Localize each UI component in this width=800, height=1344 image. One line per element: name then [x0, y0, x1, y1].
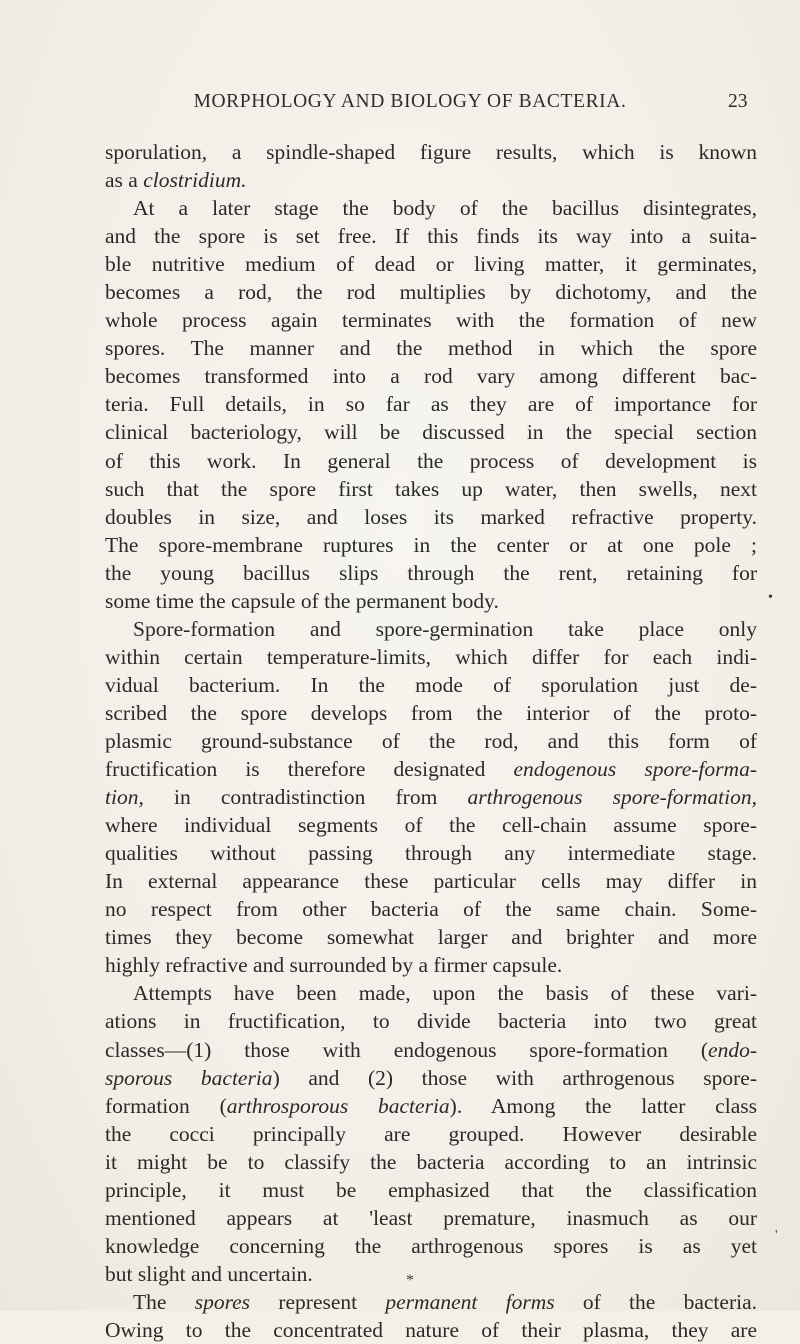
italic-text: permanent forms	[385, 1289, 555, 1314]
body-text	[105, 138, 757, 1344]
text-segment: At a later stage the body of the bacillus disintegrates,	[133, 196, 757, 221]
text-segment: Owing to the concentrated nature of their plasma, they are	[105, 1317, 757, 1342]
text-segment: fructification is therefore designated	[105, 757, 514, 782]
italic-text: tion,	[105, 785, 144, 810]
text-segment: it might be to classify the bacteria according to an intrinsic	[105, 1149, 757, 1174]
text-line	[105, 222, 757, 250]
text-line	[105, 811, 757, 839]
italic-text: spores	[194, 1289, 251, 1314]
text-segment: knowledge concerning the arthrogenous spores is as yet	[105, 1233, 757, 1258]
text-line	[105, 979, 757, 1007]
text-line	[105, 951, 757, 979]
text-line	[105, 447, 757, 475]
text-line	[105, 699, 757, 727]
text-segment: classes—(1) those with endogenous spore-formation (	[105, 1037, 709, 1062]
text-line	[105, 475, 757, 503]
text-segment: becomes a rod, the rod multiplies by dichotomy, and the	[105, 280, 757, 305]
text-segment: some time the capsule of the permanent body.	[105, 588, 499, 613]
text-line	[105, 643, 757, 671]
text-line	[105, 362, 757, 390]
text-segment: represent	[250, 1289, 386, 1314]
text-segment: of this work. In general the process of development is	[105, 448, 757, 473]
italic-text: endogenous spore-forma-	[513, 757, 757, 782]
text-line	[105, 1007, 757, 1035]
text-line	[105, 895, 757, 923]
text-segment: The spore-membrane ruptures in the center or at one pole ;	[105, 532, 757, 557]
text-segment: plasmic ground-substance of the rod, and this form of	[105, 728, 757, 753]
text-segment: qualities without passing through any intermediate stage.	[105, 841, 757, 866]
text-line	[105, 531, 757, 559]
text-line	[105, 306, 757, 334]
text-line	[105, 727, 757, 755]
text-line	[105, 587, 757, 615]
text-segment: ble nutritive medium of dead or living matter, it germinates,	[105, 252, 757, 277]
text-segment: ations in fructification, to divide bacteria into two great	[105, 1009, 757, 1034]
text-line	[105, 867, 757, 895]
text-segment: principle, it must be emphasized that the classification	[105, 1177, 757, 1202]
text-segment: formation (	[105, 1093, 227, 1118]
running-title: MORPHOLOGY AND BIOLOGY OF BACTERIA.	[193, 91, 627, 112]
text-line	[105, 250, 757, 278]
text-line	[105, 783, 757, 811]
text-line	[105, 166, 757, 194]
text-line	[105, 615, 757, 643]
text-segment: of the bacteria.	[554, 1289, 757, 1314]
text-line	[105, 1288, 757, 1316]
text-segment: in contradistinction from	[143, 785, 468, 810]
text-line	[105, 1260, 757, 1288]
text-line	[105, 1316, 757, 1344]
text-segment: Attempts have been made, upon the basis of these vari-	[133, 981, 757, 1006]
text-line	[105, 1092, 757, 1120]
text-segment: sporulation, a spindle-shaped figure results, which is known	[105, 140, 757, 164]
text-segment: vidual bacterium. In the mode of sporulation just de-	[105, 672, 757, 697]
text-segment: clinical bacteriology, will be discussed in the special section	[105, 420, 757, 445]
text-segment: spores. The manner and the method in which the spore	[105, 336, 757, 361]
text-segment: no respect from other bacteria of the same chain. Some-	[105, 897, 757, 922]
text-segment: ). Among the latter class	[449, 1093, 757, 1118]
text-segment: whole process again terminates with the formation of new	[105, 308, 757, 333]
italic-text: arthrogenous spore-formation,	[467, 785, 757, 810]
text-segment: doubles in size, and loses its marked refractive property.	[105, 504, 757, 529]
text-segment: such that the spore first takes up water, then swells, next	[105, 476, 757, 501]
text-line	[105, 559, 757, 587]
text-segment: The	[133, 1289, 195, 1314]
text-line	[105, 194, 757, 222]
text-line	[105, 1120, 757, 1148]
text-segment: teria. Full details, in so far as they are of importance for	[105, 392, 757, 417]
text-segment: ) and (2) those with arthrogenous spore-	[272, 1065, 758, 1090]
text-segment: becomes transformed into a rod vary among different bac-	[105, 364, 757, 389]
text-line	[105, 334, 757, 362]
text-line	[105, 503, 757, 531]
text-line	[105, 278, 757, 306]
text-line	[105, 755, 757, 783]
text-segment: where individual segments of the cell-chain assume spore-	[105, 813, 757, 838]
text-segment: Spore-formation and spore-germination take place only	[133, 616, 757, 641]
page-number: 23	[728, 91, 748, 112]
italic-text: arthrosporous bacteria	[226, 1093, 450, 1118]
text-segment: the young bacillus slips through the rent, retaining for	[105, 560, 757, 585]
margin-dot-mark: •	[768, 590, 773, 605]
text-line	[105, 1176, 757, 1204]
text-segment: as a	[105, 168, 144, 193]
text-line	[105, 1148, 757, 1176]
italic-text: clostridium.	[143, 168, 247, 193]
text-line	[105, 138, 757, 166]
text-segment: within certain temperature-limits, which differ for each indi-	[105, 644, 757, 669]
text-segment: scribed the spore develops from the interior of the proto-	[105, 700, 757, 725]
text-line	[105, 671, 757, 699]
text-segment: the cocci principally are grouped. However desirable	[105, 1121, 757, 1146]
text-line	[105, 1232, 757, 1260]
text-line	[105, 1064, 757, 1092]
text-line	[105, 1204, 757, 1232]
text-line	[105, 418, 757, 446]
text-segment: highly refractive and surrounded by a firmer capsule.	[105, 953, 563, 978]
text-segment: but slight and uncertain.	[105, 1261, 313, 1286]
margin-tick-mark: '	[775, 1228, 778, 1243]
text-line	[105, 923, 757, 951]
text-line	[105, 390, 757, 418]
bottom-signature-mark: *	[406, 1272, 414, 1289]
text-segment: and the spore is set free. If this finds its way into a suita-	[105, 224, 757, 249]
text-line	[105, 839, 757, 867]
text-segment: mentioned appears at 'least premature, inasmuch as our	[105, 1205, 757, 1230]
text-segment: times they become somewhat larger and brighter and more	[105, 925, 757, 950]
italic-text: sporous bacteria	[105, 1065, 273, 1090]
italic-text: endo-	[708, 1037, 757, 1062]
text-line	[105, 1036, 757, 1064]
text-segment: In external appearance these particular cells may differ in	[105, 869, 757, 894]
